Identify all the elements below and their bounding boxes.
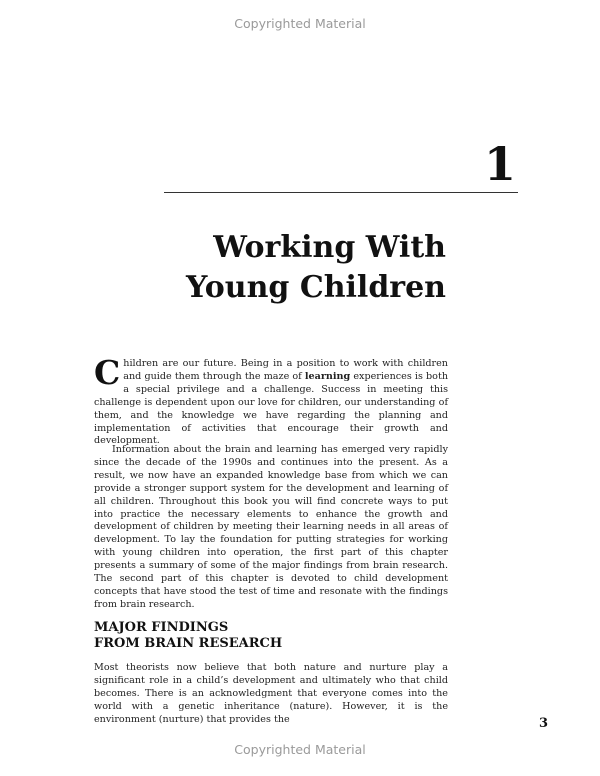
copyright-watermark-bottom: Copyrighted Material xyxy=(234,742,366,757)
chapter-title-line-1: Working With xyxy=(213,230,446,265)
page-number: 3 xyxy=(539,716,549,731)
chapter-rule xyxy=(164,192,518,193)
section-heading-line-2: FROM BRAIN RESEARCH xyxy=(94,636,283,651)
chapter-title xyxy=(66,228,446,308)
section-paragraph-1 xyxy=(94,662,448,727)
intro-p1-text-start: hildren are our future. Being in a position to work with children and guide them through the maze of xyxy=(123,358,448,382)
section-heading-line-1: MAJOR FINDINGS xyxy=(94,620,229,635)
intro-p2-text: Information about the brain and learning has emerged very rapidly since the decade of the 1990s and continues into the present. As a result, we now have an expanded knowledge base from which we can provide a stronger support system for the development and learning of all children. Throughout this book you will find concrete ways to put into practice the necessary elements to enhance the growth and development of children by meeting their learning needs in all areas of development. To lay the foundation for putting strategies for working with young children into operation, the first part of this chapter presents a summary of some of the major findings from brain research. The second part of this chapter is devoted to child development concepts that have stood the test of time and resonate with the findings from brain research. xyxy=(94,444,448,610)
chapter-number: 1 xyxy=(483,137,516,191)
copyright-watermark-top: Copyrighted Material xyxy=(234,16,366,31)
intro-paragraph-2 xyxy=(94,444,448,612)
intro-paragraph-1 xyxy=(94,353,448,448)
chapter-title-line-2: Young Children xyxy=(185,270,446,305)
bold-keyword: learning xyxy=(304,370,351,382)
section-heading xyxy=(94,620,454,652)
section-p1-text: Most theorists now believe that both nature and nurture play a significant role in a child’s development and ultimately who that child becomes. There is an acknowledgment that everyone comes into the world with a genetic inheritance (nature). However, it is the environment (nurture) that provides the xyxy=(94,662,448,725)
intro-p1-text-end: experiences is both a special privilege and a challenge. Success in meeting this challenge is dependent upon our love for children, our understanding of them, and the knowledge we have regarding the planning and implementation of activities that encourage their growth and development. xyxy=(94,370,448,447)
drop-cap: C xyxy=(94,353,121,392)
